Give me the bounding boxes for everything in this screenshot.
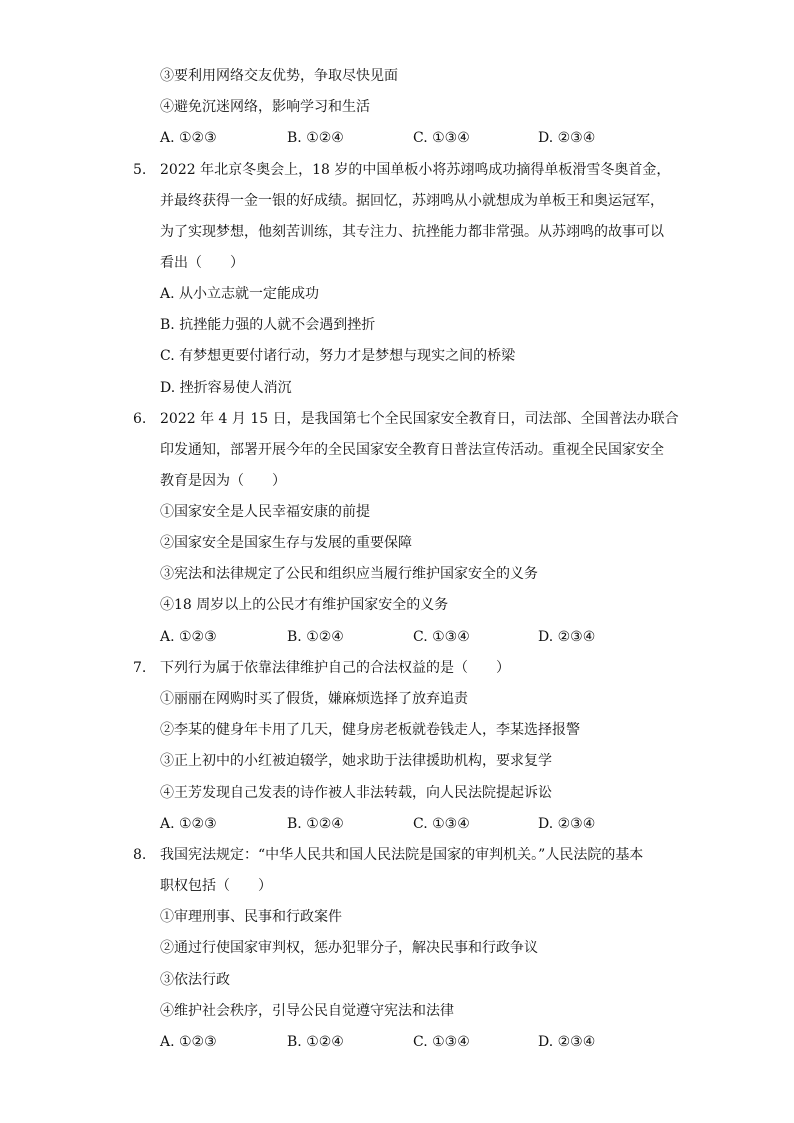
statement-4: ④18 周岁以上的公民才有维护国家安全的义务 (160, 597, 449, 613)
statement-3: ③要利用网络交友优势，争取尽快见面 (160, 68, 398, 84)
question-7-number: 7. (133, 660, 147, 676)
statement-3: ③宪法和法律规定了公民和组织应当履行维护国家安全的义务 (160, 566, 538, 582)
statement-3: ③正上初中的小红被迫辍学，她求助于法律援助机构，要求复学 (160, 753, 552, 769)
choice-b: B. ①②④ (287, 1034, 344, 1050)
option-b: B. 抗挫能力强的人就不会遇到挫折 (160, 317, 376, 333)
choice-c: C. ①③④ (413, 629, 470, 645)
choice-c: C. ①③④ (413, 816, 470, 832)
choice-c: C. ①③④ (413, 1034, 470, 1050)
choice-b: B. ①②④ (287, 130, 344, 146)
choice-d: D. ②③④ (538, 1034, 596, 1050)
statement-4: ④维护社会秩序，引导公民自觉遵守宪法和法律 (160, 1003, 454, 1019)
question-8-text: 我国宪法规定：“中华人民共和国人民法院是国家的审判机关。”人民法院的基本 (160, 847, 644, 863)
choice-a: A. ①②③ (160, 816, 217, 832)
choice-a: A. ①②③ (160, 130, 217, 146)
question-5-number: 5. (133, 162, 147, 178)
statement-2: ②李某的健身年卡用了几天，健身房老板就卷钱走人，李某选择报警 (160, 722, 580, 738)
statement-1: ①国家安全是人民幸福安康的前提 (160, 504, 370, 520)
question-8-number: 8. (133, 847, 147, 863)
option-a: A. 从小立志就一定能成功 (160, 286, 320, 302)
option-c: C. 有梦想更要付诸行动，努力才是梦想与现实之间的桥梁 (160, 348, 516, 364)
question-6-text: 2022 年 4 月 15 日，是我国第七个全民国家安全教育日，司法部、全国普法办联合 (160, 411, 679, 427)
statement-2: ②国家安全是国家生存与发展的重要保障 (160, 535, 412, 551)
choice-b: B. ①②④ (287, 816, 344, 832)
statement-1: ①审理刑事、民事和行政案件 (160, 909, 342, 925)
question-5-text: 2022 年北京冬奥会上，18 岁的中国单板小将苏翊鸣成功摘得单板滑雪冬奥首金， (160, 162, 671, 178)
choice-a: A. ①②③ (160, 629, 217, 645)
question-5-text: 为了实现梦想，他刻苦训练，其专注力、抗挫能力都非常强。从苏翊鸣的故事可以 (160, 224, 664, 240)
choice-d: D. ②③④ (538, 130, 596, 146)
option-d: D. 挫折容易使人消沉 (160, 380, 292, 396)
statement-4: ④王芳发现自己发表的诗作被人非法转载，向人民法院提起诉讼 (160, 785, 552, 801)
choice-d: D. ②③④ (538, 816, 596, 832)
choice-d: D. ②③④ (538, 629, 596, 645)
statement-4: ④避免沉迷网络，影响学习和生活 (160, 99, 370, 115)
statement-3: ③依法行政 (160, 972, 230, 988)
statement-2: ②通过行使国家审判权，惩办犯罪分子，解决民事和行政争议 (160, 940, 538, 956)
question-5-text: 看出（ ） (160, 255, 244, 271)
choice-c: C. ①③④ (413, 130, 470, 146)
question-6-number: 6. (133, 411, 147, 427)
question-5-text: 并最终获得一金一银的好成绩。据回忆，苏翊鸣从小就想成为单板王和奥运冠军， (160, 193, 664, 209)
question-6-text: 印发通知，部署开展今年的全民国家安全教育日普法宣传活动。重视全民国家安全 (160, 442, 664, 458)
statement-1: ①丽丽在网购时买了假货，嫌麻烦选择了放弃追责 (160, 691, 468, 707)
choice-b: B. ①②④ (287, 629, 344, 645)
question-6-text: 教育是因为（ ） (160, 473, 286, 489)
choice-a: A. ①②③ (160, 1034, 217, 1050)
question-7-text: 下列行为属于依靠法律维护自己的合法权益的是（ ） (160, 660, 510, 676)
question-8-text: 职权包括（ ） (160, 878, 272, 894)
